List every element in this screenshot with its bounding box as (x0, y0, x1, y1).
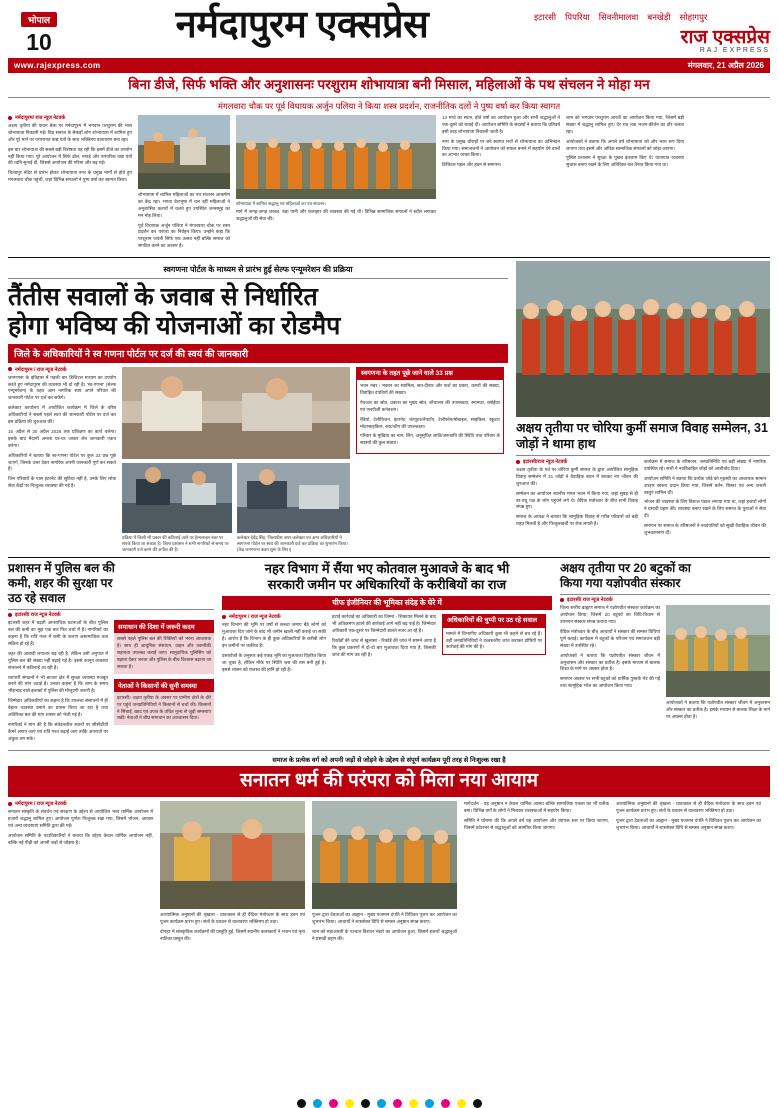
top-story-col4: शाम को भगवान परशुराम आरती का आयोजन किया गया, जिसमें बड़ी संख्या में श्रद्धालु शामिल हुए। देर रात तक भजन-कीर्तन का दौर चलता रहा। आयोजकों ने बताया कि अगले वर्ष शोभायात्रा को और भव्य रूप दिया जाएगा तथा इसमें और अधिक सामाजिक संगठनों को जोड़ा जाएगा। पुलिस प्रशासन ने सुरक्षा के पुख्ता इंतजाम किए थे। यातायात व्यवस्था सुचारू बनाए रखने के लिए अतिरिक्त बल तैनात किया गया था। (566, 114, 684, 168)
top-story-col3: 13 मार्च का स्थान, होते वर्षा का आयोजन हुआ और सभी श्रद्धालुओं ने एक-दूसरे को बधाई दी। आयोजन समिति के सदस्यों ने बताया कि प्रतिवर्ष इसी तरह शोभायात्रा निकाली जाती है। नगर के प्रमुख चौराहों पर बने स्वागत मंचों से शोभायात्रा का अभिनंदन किया गया। समाजजनों ने आयोजन को सफल बनाने में सहयोग देने वालों का आभार व्यक्त किया। डिजिटल पहल और हवन से समापन। (442, 114, 560, 168)
page-number: 10 (26, 29, 52, 55)
lead-sidebox-item: परिवार के मुखिया का नाम, लिंग, अनुसूचित जाति/जनजाति की स्थिति तथा परिवार के सदस्यों की कुल संख्या। (360, 433, 500, 446)
final-photo-2 (312, 801, 457, 909)
akshaya-byline: इटारसी/राज न्यूज नेटवर्क (516, 459, 638, 465)
yagyopavit-headline-1: अक्षय तृतीया पर 20 बटुकों का (560, 560, 691, 575)
final-col2: आध्यात्मिक अनुष्ठानों की श्रृंखला - प्रातःकाल से ही वैदिक मंत्रोच्चार के साथ हवन एवं पूजन कार्यक्रम प्रारंभ हुए। संतों के प्रवचन से वातावरण भक्तिमय हो उठा। दोपहर में सांस्कृतिक कार्यक्रमों की प्रस्तुति हुई, जिसमें स्थानीय कलाकारों ने भजन एवं नृत्य नाटिका प्रस्तुत की। (160, 911, 305, 941)
police-box-2-body: इटारसी। अक्षय तृतीया के अवसर पर ग्रामीण क्षेत्रों के दौरे पर पहुंचे जनप्रतिनिधियों ने किसानों से चर्चा की। किसानों ने सिंचाई, खाद एवं उपज के उचित मूल्य से जुड़ी समस्याएं रखीं। नेताओं ने शीघ्र समाधान का आश्वासन दिया। (117, 694, 211, 721)
police-headline-1: प्रशासन में पुलिस बल की (8, 560, 115, 575)
akshaya-photo (516, 261, 770, 417)
town: इटारसी (534, 12, 557, 22)
lead-headline-line1: तैंतीस सवालों के जवाब से निर्धारित (8, 282, 318, 311)
publication-date: मंगलवार, 21 अप्रैल 2026 (687, 61, 764, 71)
lead-kicker: स्वगणना पोर्टल के माध्यम से प्रारंभ हुई सेल्फ एन्यूमरेशन की प्रक्रिया (163, 265, 353, 275)
top-story-headline: बिना डीजे, सिर्फ भक्ति और अनुशासनः परशुराम शोभायात्रा बनी मिसाल, महिलाओं के पथ संचलन ने मोहा मन (128, 77, 650, 93)
nahar-box (442, 614, 546, 655)
final-col4: मार्गदर्शन - यह अनुष्ठान न केवल धार्मिक आस्था बल्कि सामाजिक एकता का भी प्रतीक बना। विभिन्न वर्गों के लोगों ने मिलकर व्यवस्थाओं में सहयोग किया। समिति ने घोषणा की कि अगले वर्ष यह आयोजन और व्यापक स्तर पर किया जाएगा, जिसमें प्रदेशभर से श्रद्धालुओं को आमंत्रित किया जाएगा। (464, 800, 609, 830)
masthead-left (8, 6, 70, 54)
lead-sidebox (356, 367, 504, 455)
lead-story (8, 261, 508, 553)
header-bar (8, 58, 770, 73)
nahar-byline: नर्मदापुरम / राज न्यूज नेटवर्क (222, 614, 326, 620)
yagyopavit-col2: आयोजकों ने बताया कि यज्ञोपवीत संस्कार जीवन में अनुशासन और संस्कार का प्रतीक है। इसके माध्यम से बालक शिक्षा के मार्ग पर अग्रसर होता है। (666, 700, 770, 720)
akshaya-col1: अक्षय तृतीया के पर्व पर चोरिया कुर्मी समाज के द्वारा आयोजित सामूहिक विवाह सम्मेलन में 31 जोड़ों ने वैवाहिक बंधन में बंधकर नए जीवन की शुरुआत की। सम्मेलन का आयोजन स्थानीय मंगल भवन में किया गया, जहां सुबह से ही वर-वधू पक्ष के लोग पहुंचने लगे थे। वैदिक मंत्रोच्चार के बीच सभी विवाह संपन्न हुए। समाज के अध्यक्ष ने बताया कि सामूहिक विवाह से गरीब परिवारों को बड़ी राहत मिलती है और फिजूलखर्ची पर रोक लगती है। (516, 466, 638, 527)
town: सिवनीमालवा (598, 12, 639, 22)
final-kicker: समाज के प्रत्येक वर्ग को अपनी जड़ों से जोड़ने के उद्देश्य से संपूर्ण कार्यक्रम पूरी तरह से निःशुल्क रखा है (272, 757, 506, 765)
lead-photo-main (122, 367, 350, 459)
lead-caption-2: कलेक्टर देवेंद्र सिंह, जिलाधीश अपर कलेक्टर एवं अन्य अधिकारियों ने स्वगणना पोर्टल पर स्वयं की जानकारी दर्ज कर प्रक्रिया का शुभारंभ किया। (केंद्र जनगणना कक्ष्य शुरू के लिए।) (237, 534, 348, 552)
police-box-2 (114, 679, 214, 726)
police-box-1 (114, 620, 214, 673)
lead-sidebox-item: भवन नंबर / मकान का स्वामित्व, छत-दीवार और फर्श का प्रकार, कमरों की संख्या, विवाहित दंपतियों की संख्या। (360, 383, 500, 396)
top-story-col1: अक्षय तृतीया की पावन बेला पर नर्मदापुरम में भगवान परशुराम की भव्य शोभायात्रा निकाली गई। विप्र समाज के सैकड़ों लोग शोभायात्रा में शामिल हुए और पूरे मार्ग पर परंपरागत वाद्य यंत्रों के साथ भक्तिमय वातावरण बना रहा। इस बार शोभायात्रा की सबसे बड़ी विशेषता यह रही कि इसमें डीजे का उपयोग नहीं किया गया। पूरे आयोजन में सिर्फ ढोल, नगाड़े और पारंपरिक वाद्य यंत्रों की ध्वनि सुनाई दी, जिससे आयोजन की गरिमा और बढ़ गई। चितवपुर मंदिर से प्रारंभ होकर शोभायात्रा नगर के प्रमुख मार्गों से होते हुए मंगलवारा चौक पहुंची, जहां विभिन्न संगठनों ने पुष्प वर्षा कर स्वागत किया। (8, 122, 132, 183)
publisher-name: राज एक्सप्रेस (680, 27, 770, 49)
top-story (8, 77, 770, 253)
publisher-logo (534, 28, 770, 54)
masthead-center (70, 6, 534, 46)
lead-headline-line2: होगा भविष्य की योजनाओं का रोडमैप (8, 311, 341, 340)
akshaya-headline: अक्षय तृतीया पर चोरिया कुर्मी समाज विवाह सम्मेलन, 31 जोड़ों ने थामा हाथ (516, 421, 768, 451)
police-box-1-title: समाधान की दिशा में जरूरी कदम (114, 620, 214, 633)
city-badge: भोपाल (21, 12, 57, 27)
top-story-photo-2 (236, 115, 436, 199)
nahar-box-title: अधिकारियों की चुप्पी पर उठ रहे सवाल (443, 615, 545, 627)
police-box-1-body: सबसे पहले पुलिस बल की रिक्तियों को भरना आवश्यक है। साथ ही आधुनिक संसाधन, वाहन और तकनीकी सहायता उपलब्ध कराई जाए। सामुदायिक पुलिसिंग को बढ़ावा देकर जनता और पुलिस के बीच विश्वास बढ़ाया जा सकता है। (117, 636, 211, 669)
police-box-2-title: नेताओं ने किसानों की सुनी समस्या (114, 679, 214, 692)
town: बनखेड़ी (647, 12, 671, 22)
newspaper-title: नर्मदापुरम एक्सप्रेस (175, 4, 429, 46)
nahar-col2: हटाई कार्रवाई का अधिकारी का जिम्मा - शिकायत मिलने के बाद भी अतिक्रमण हटाने की कार्रवाई आगे नहीं बढ़ पाई है। जिम्मेदार अधिकारी एक-दूसरे पर जिम्मेदारी डालते नजर आ रहे हैं। रिकॉर्डों की जांच से खुलासा - रिकॉर्ड की जांच में सामने आया है कि कुछ प्रकरणों में दो-दो बार मुआवजा दिया गया है, जिसकी जांच की मांग उठ रही है। (332, 614, 436, 657)
yagyopavit-story (560, 561, 770, 746)
masthead-right (534, 6, 770, 54)
town: सोहागपुर (679, 12, 708, 22)
nahar-headline-2: सरकारी जमीन पर अधिकारियों के करीबियों का राज (267, 577, 507, 592)
edition-towns (534, 12, 770, 23)
final-story (8, 750, 770, 946)
nahar-strip: चीफ इंजीनियर की भूमिका संदेह के घेरे में (222, 596, 552, 610)
police-story (8, 561, 214, 746)
publisher-name-latin: RAJ EXPRESS (699, 47, 770, 55)
final-photo-1 (160, 801, 305, 909)
police-col1: इटारसी शहर में बढ़ती आपराधिक घटनाओं के बीच पुलिस बल की कमी का मुद्दा एक बार फिर चर्चा में है। नागरिकों का कहना है कि रात्रि गश्त में कमी के कारण असामाजिक तत्व सक्रिय हो रहे हैं। शहर की आबादी लगातार बढ़ रही है, लेकिन उसी अनुपात में पुलिस बल की संख्या नहीं बढ़ाई गई है। इससे कानून व्यवस्था संभालने में कठिनाई आ रही है। व्यापारी संगठनों ने भी बाजार क्षेत्र में सुरक्षा व्यवस्था मजबूत करने की मांग उठाई है। उनका कहना है कि शाम के समय भीड़भाड़ वाले इलाकों में पुलिस की मौजूदगी जरूरी है। जिम्मेदार अधिकारियों का कहना है कि उपलब्ध संसाधनों में ही बेहतर व्यवस्था बनाने का प्रयास किया जा रहा है तथा अतिरिक्त बल की मांग शासन को भेजी गई है। नागरिकों ने मांग की है कि संवेदनशील स्थानों पर सीसीटीवी कैमरे लगाए जाएं एवं रात्रि गश्त बढ़ाई जाए ताकि अपराधों पर अंकुश लग सके। (8, 620, 108, 741)
final-col5: आध्यात्मिक अनुष्ठानों की श्रृंखला - प्रातःकाल से ही वैदिक मंत्रोच्चार के साथ हवन एवं पूजन कार्यक्रम प्रारंभ हुए। संतों के प्रवचन से वातावरण भक्तिमय हो उठा। पूजन द्वारा देवताओं का आह्वान - मुख्य यजमान दंपति ने विधिवत पूजन कर आयोजन का शुभारंभ किया। आचार्यों ने शास्त्रोक्त विधि से समस्त अनुष्ठान संपन्न कराए। (616, 800, 761, 830)
top-story-byline: नर्मदापुरम/ राज न्यूज नेटवर्क (8, 115, 132, 121)
nahar-col1: नहर विभाग की भूमि पर वर्षों से कब्जा जमाए बैठे लोगों को मुआवजा दिए जाने के बाद भी जमीन खाली नहीं कराई जा सकी है। आरोप है कि विभाग के ही कुछ अधिकारियों के करीबी लोग इन जमीनों पर काबिज हैं। दस्तावेजों के अनुसार कई एकड़ भूमि का मुआवजा वितरित किया जा चुका है, लेकिन मौके पर स्थिति जस की तस बनी हुई है। इससे शासन को राजस्व की हानि हो रही है। (222, 622, 326, 672)
lead-byline: नर्मदापुरम / राज न्यूज नेटवर्क (8, 367, 116, 373)
yagyopavit-byline: इटारसी/ राज न्यूज नेटवर्क (560, 597, 770, 603)
police-headline-3: उठ रहे सवाल (8, 590, 66, 605)
top-story-caption-1: शोभायात्रा में शामिल श्रद्धालु एवं महिलाओं का पथ संचलन। (236, 200, 326, 206)
lead-sidebox-item: रेडियो, टेलीविजन, इंटरनेट, कंप्यूटर/लैपटॉप, टेलीफोन/मोबाइल, साइकिल, स्कूटर/मोटरसाइकिल, कार/जीप की उपलब्धता। (360, 416, 500, 429)
registration-color-bar (0, 1099, 778, 1108)
final-headline: सनातन धर्म की परंपरा को मिला नया आयाम (8, 766, 770, 797)
nahar-story (222, 561, 552, 746)
yagyopavit-col1: जिला स्तरीय ब्राह्मण समाज ने यज्ञोपवीत संस्कार कार्यक्रम का आयोजन किया, जिसमें 20 बटुकों का विधि-विधान से उपनयन संस्कार संपन्न कराया गया। वैदिक मंत्रोच्चार के बीच आचार्यों ने संस्कार की समस्त विधियां पूर्ण कराईं। कार्यक्रम में बटुकों के परिजन एवं समाजजन बड़ी संख्या में उपस्थित रहे। आयोजकों ने बताया कि यज्ञोपवीत संस्कार जीवन में अनुशासन और संस्कार का प्रतीक है। इसके माध्यम से बालक शिक्षा के मार्ग पर अग्रसर होता है। समापन अवसर पर सभी बटुकों को धार्मिक पुस्तकें भेंट की गईं तथा सामूहिक भोज का आयोजन किया गया। (560, 605, 660, 689)
final-col1: सनातन संस्कृति के संवर्धन एवं संरक्षण के उद्देश्य से आयोजित भव्य धार्मिक आयोजन में हजारों श्रद्धालु शामिल हुए। आयोजन पूर्णतः निःशुल्क रखा गया, जिसमें भोजन, आवास एवं अन्य व्यवस्थाएं समिति द्वारा की गईं। आयोजन समिति के पदाधिकारियों ने बताया कि उद्देश्य केवल धार्मिक आयोजन नहीं, बल्कि नई पीढ़ी को अपनी जड़ों से जोड़ना है। (8, 808, 153, 845)
top-story-subhead: मंगलवारा चौक पर पूर्व विधायक अर्जुन पलिया ने किया शस्त्र प्रदर्शन, राजनीतिक दलों ने पुष्प वर्षा कर किया स्वागत (217, 100, 561, 111)
top-story-col2b: मार्ग में जगह-जगह शरबत, ठंडा पानी और फलाहार की व्यवस्था की गई थी। विभिन्न सामाजिक संगठनों ने स्टॉल लगाकर श्रद्धालुओं की सेवा की। (236, 209, 436, 221)
lead-col1: जनगणना के इतिहास में पहली बार डिजिटल माध्यम का उपयोग करते हुए नर्मदापुरम की व्यवस्था भी दो रही है। 'स्व-गणना' (सेल्फ एन्यूमरेशन) के तहत आम नागरिक स्वयं अपने परिवार की जानकारी पोर्टल पर दर्ज कर सकेंगे। कलेक्टर कार्यालय में आयोजित कार्यक्रम में जिले के वरिष्ठ अधिकारियों ने सबसे पहले स्वयं की जानकारी पोर्टल पर दर्ज कर इस प्रक्रिया की शुरुआत की। 16 अप्रैल से 30 अप्रैल 2026 तक प्रशिक्षण का कार्य चलेगा। इसके बाद मैदानी अमला घर-घर जाकर शेष जानकारी एकत्र करेगा। अधिकारियों ने बताया कि स्व-गणना पोर्टल पर कुल 33 प्रश्न पूछे जाएंगे, जिनके उत्तर देकर नागरिक अपनी जानकारी पूर्ण कर सकते हैं। जिन परिवारों के पास इंटरनेट की सुविधा नहीं है, उनके लिए लोक सेवा केंद्रों पर निःशुल्क व्यवस्था की गई है। (8, 374, 116, 489)
yagyopavit-photo (666, 605, 770, 697)
masthead (8, 6, 770, 56)
top-story-photo-1 (138, 115, 230, 189)
town: पिपरिया (565, 12, 590, 22)
lead-sidebox-item: पेयजल का स्रोत, प्रकाश का मुख्य स्रोत, शौचालय की उपलब्धता, स्नानघर, रसोईघर एवं एलपीजी कनेक्शन। (360, 399, 500, 412)
website-url[interactable]: www.rajexpress.com (14, 61, 101, 71)
nahar-headline-1: नहर विभाग में सैंया भए कोतवाल मुआवजे के बाद भी (264, 560, 510, 576)
akshaya-story (516, 261, 770, 553)
lead-photo-2 (122, 463, 232, 533)
lead-photo-3 (237, 463, 350, 533)
lead-sidebox-title: स्वगणना के तहत पूछे जाने वाले 33 प्रश्न (357, 368, 503, 380)
lead-subhead-strip: जिले के अधिकारियों ने स्व गणना पोर्टल पर दर्ज की स्वयं की जानकारी (8, 344, 508, 363)
akshaya-col2: कार्यक्रम में समाज के वरिष्ठजन, जनप्रतिनिधि एवं बड़ी संख्या में नागरिक उपस्थित रहे। सभी ने नवविवाहित जोड़ों को आशीर्वाद दिया। आयोजन समिति ने बताया कि प्रत्येक जोड़े को गृहस्थी का आवश्यक सामान उपहार स्वरूप प्रदान किया गया, जिसमें बर्तन, बिस्तर एवं अन्य जरूरी वस्तुएं शामिल थीं। भोजन की व्यवस्था के लिए विशाल पंडाल लगाया गया था, जहां हजारों लोगों ने प्रसादी ग्रहण की। व्यवस्था बनाए रखने के लिए समाज के युवाओं ने सेवा दी। समापन पर समाज के वरिष्ठजनों ने नवदंपतियों को सुखी वैवाहिक जीवन की शुभकामनाएं दीं। (644, 458, 766, 535)
nahar-box-body: मामले में विभागीय अधिकारी कुछ भी कहने से बच रहे हैं। वहीं जनप्रतिनिधियों ने उच्चस्तरीय जांच कराकर दोषियों पर कार्रवाई की मांग की है। (446, 630, 542, 650)
final-byline: नर्मदापुरम / राज न्यूज नेटवर्क (8, 801, 153, 807)
police-headline-2: कमी, शहर की सुरक्षा पर (8, 575, 113, 590)
final-col3: पूजन द्वारा देवताओं का आह्वान - मुख्य यजमान दंपति ने विधिवत पूजन कर आयोजन का शुभारंभ किया। आचार्यों ने शास्त्रोक्त विधि से समस्त अनुष्ठान संपन्न कराए। शाम को महाआरती के पश्चात विशाल भंडारे का आयोजन हुआ, जिसमें हजारों श्रद्धालुओं ने प्रसादी ग्रहण की। (312, 911, 457, 941)
lead-caption-1: प्रक्रिया में किसी भी प्रकार की कठिनाई आने पर हेल्पलाइन नंबर पर संपर्क किया जा सकता है। जिला प्रशासन ने सभी नागरिकों से समय पर जानकारी दर्ज करने की अपील की है। (122, 534, 229, 552)
police-byline: इटारसी/ राज न्यूज नेटवर्क (8, 612, 214, 618)
top-story-col2: शोभायात्रा में शामिल महिलाओं का पथ संचलन आकर्षण का केंद्र रहा। भगवा वेशभूषा में चल रहीं महिलाओं ने अनुशासित कतारों में चलते हुए उपस्थित जनसमूह का मन मोह लिया। पूर्व विधायक अर्जुन पलिया ने मंगलवारा चौक पर शस्त्र प्रदर्शन कर परंपरा का निर्वहन किया। उन्होंने कहा कि परशुराम जयंती सिर्फ एक उत्सव नहीं बल्कि समाज को संगठित करने का अवसर है। (138, 191, 230, 249)
yagyopavit-headline-2: किया गया यज्ञोपवीत संस्कार (560, 575, 681, 590)
